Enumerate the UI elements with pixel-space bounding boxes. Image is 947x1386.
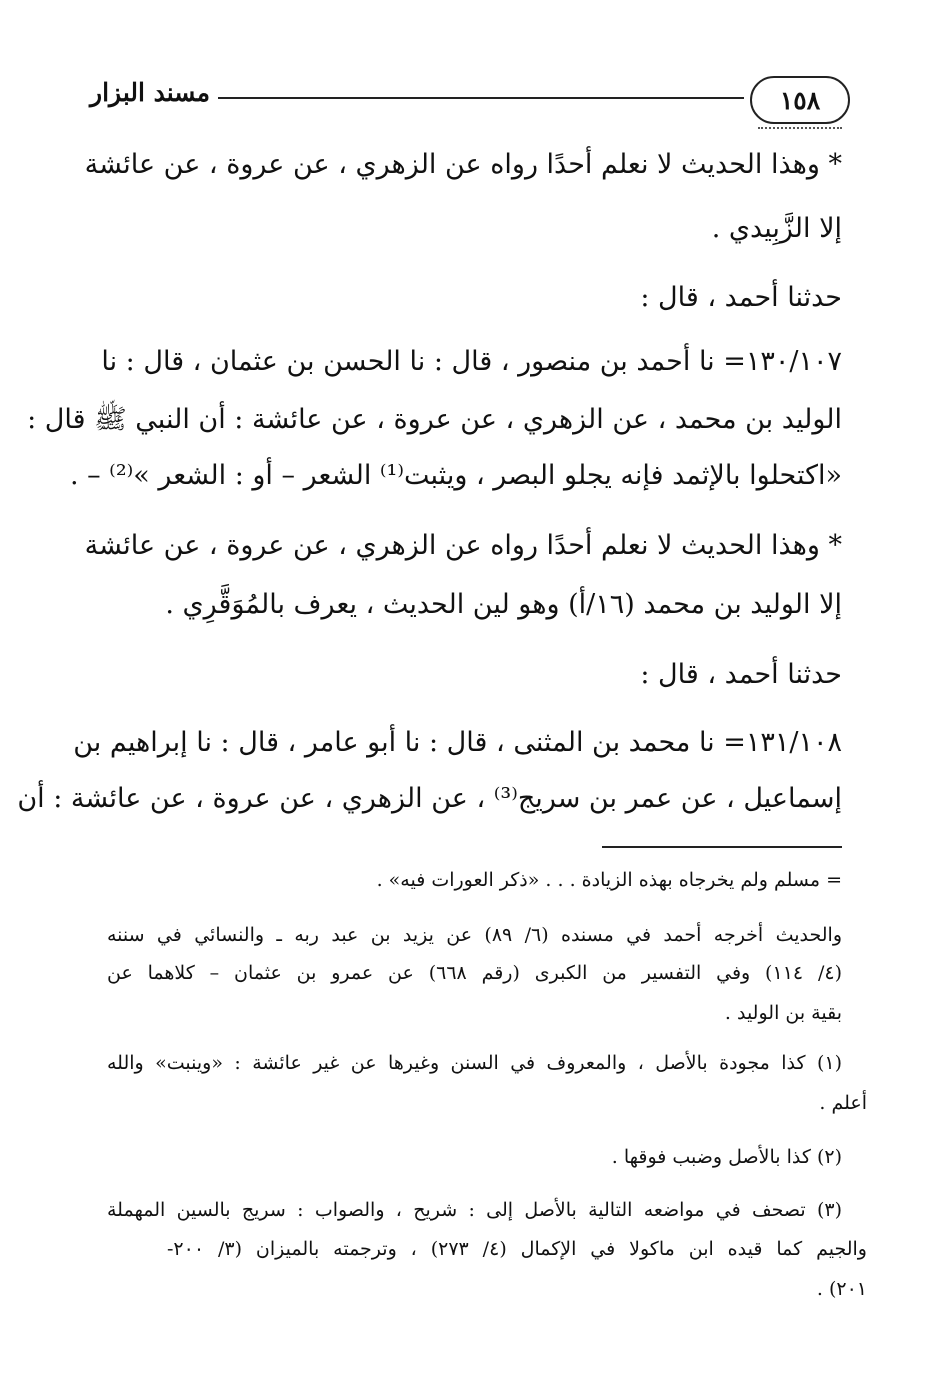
footnote-line: = مسلم ولم يخرجاه بهذه الزيادة . . . «ذكر العورات فيه» .	[376, 869, 842, 891]
footnote-line: أعلم .	[819, 1092, 867, 1114]
footnote-line: ٢٠١) .	[816, 1278, 867, 1300]
book-title: مسند البزار	[90, 78, 210, 107]
footnote-line: (٤/ ١١٤) وفي التفسير من الكبرى (رقم ٦٦٨) عن عمرو بن عثمان – كلاهما عن	[107, 962, 842, 984]
footnote-separator	[602, 846, 842, 848]
footnote-1: (١) كذا مجودة بالأصل ، والمعروف في السنن وغيرها عن غير عائشة : «وينبت» والله	[107, 1052, 842, 1074]
hadith-text-line: «اكتحلوا بالإثمد فإنه يجلو البصر ، ويثبت⁽¹⁾ الشعر – أو : الشعر »⁽²⁾ – .	[69, 460, 842, 491]
footnote-line: والحديث أخرجه أحمد في مسنده (٦/ ٨٩) عن يزيد بن عبد ربه ـ والنسائي في سننه	[107, 924, 842, 946]
footnote-line: والجيم كما قيده ابن ماكولا في الإكمال (٤/ ٢٧٣) ، وترجمته بالميزان (٣/ ٢٠٠-	[167, 1238, 867, 1260]
body-line: * وهذا الحديث لا نعلم أحدًا رواه عن الزهري ، عن عروة ، عن عائشة	[84, 530, 842, 561]
body-line: حدثنا أحمد ، قال :	[640, 282, 842, 313]
footnote-3: (٣) تصحف في مواضعه التالية بالأصل إلى : شريح ، والصواب : سريج بالسين المهملة	[107, 1199, 842, 1221]
body-line: إلا الزَّبِيدي .	[711, 213, 842, 244]
page-number: ١٥٨	[779, 85, 821, 115]
footnote-2: (٢) كذا بالأصل وضبب فوقها .	[611, 1146, 842, 1168]
hadith-number-line: ١٣٠/١٠٧= نا أحمد بن منصور ، قال : نا الحسن بن عثمان ، قال : نا	[101, 346, 842, 377]
header-rule	[218, 97, 744, 99]
hadith-number-line: ١٣١/١٠٨= نا محمد بن المثنى ، قال : نا أبو عامر ، قال : نا إبراهيم بن	[73, 727, 842, 758]
footnote-line: بقية بن الوليد .	[724, 1002, 842, 1024]
body-line: * وهذا الحديث لا نعلم أحدًا رواه عن الزهري ، عن عروة ، عن عائشة	[84, 149, 842, 180]
body-line: الوليد بن محمد ، عن الزهري ، عن عروة ، عن عائشة : أن النبي ﷺ قال :	[27, 404, 842, 435]
page-header	[90, 76, 850, 126]
body-line: حدثنا أحمد ، قال :	[640, 659, 842, 690]
body-line: إسماعيل ، عن عمر بن سريج⁽³⁾ ، عن الزهري ، عن عروة ، عن عائشة : أن	[17, 783, 842, 814]
page-number-badge	[750, 76, 850, 124]
body-line: إلا الوليد بن محمد (١٦/أ) وهو لين الحديث ، يعرف بالمُوَقَّرِي .	[165, 589, 842, 620]
